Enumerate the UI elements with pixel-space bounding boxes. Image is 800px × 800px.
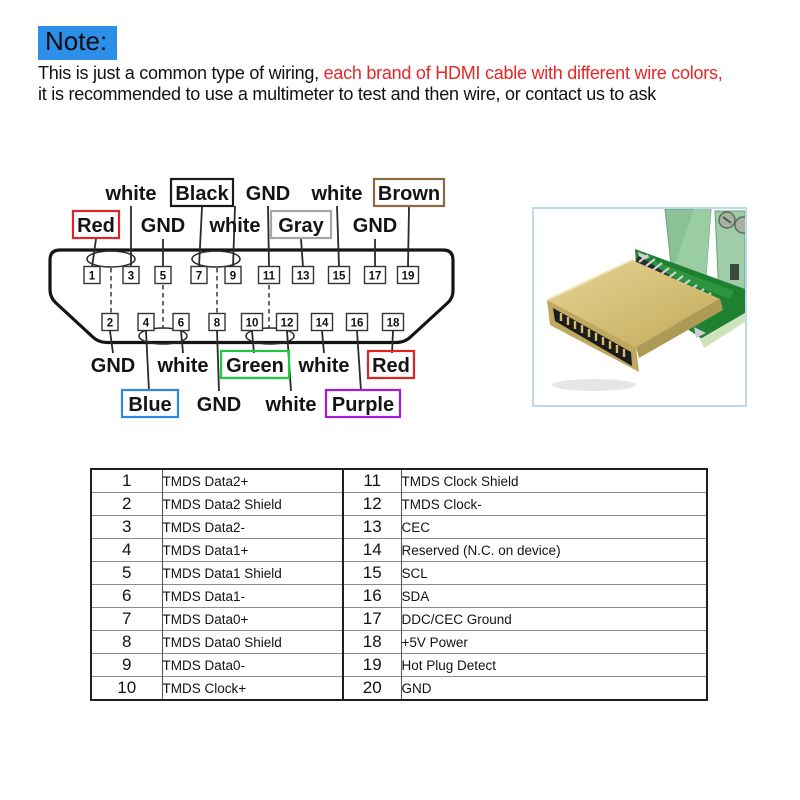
pin-number-cell: 16 bbox=[343, 585, 401, 608]
wire-label-pin11: GND bbox=[245, 183, 291, 205]
wire-label-pin1 bbox=[73, 211, 119, 238]
svg-text:8: 8 bbox=[213, 317, 221, 330]
wire-label-pin9: white bbox=[209, 215, 261, 237]
wire-label-pin16 bbox=[326, 390, 400, 417]
intro-line-1-highlight: each brand of HDMI cable with different wire colors, bbox=[323, 63, 723, 83]
pin-number-cell: 19 bbox=[343, 654, 401, 677]
pin-box-11 bbox=[259, 267, 280, 284]
svg-text:15: 15 bbox=[332, 270, 346, 283]
table-row bbox=[91, 677, 707, 701]
pin-number-cell: 6 bbox=[91, 585, 162, 608]
wire-line-pin19 bbox=[408, 207, 409, 267]
pin-function-table bbox=[90, 468, 708, 701]
pin-number-cell: 15 bbox=[343, 562, 401, 585]
svg-text:2: 2 bbox=[106, 317, 114, 330]
wire-label-pin4 bbox=[122, 390, 178, 417]
pin-desc-cell: CEC bbox=[401, 516, 707, 539]
pin-box-5 bbox=[155, 267, 171, 284]
pin-number-cell: 4 bbox=[91, 539, 162, 562]
table-row bbox=[91, 516, 707, 539]
svg-text:18: 18 bbox=[386, 317, 400, 330]
pin-number-cell: 1 bbox=[122, 471, 132, 490]
wire-label-pin18 bbox=[368, 351, 414, 378]
hdmi-plug-photo bbox=[534, 209, 745, 405]
svg-text:Black: Black bbox=[175, 183, 229, 205]
pin-number-cell: 2 bbox=[91, 493, 162, 516]
pin-desc-cell: TMDS Data2+ bbox=[162, 469, 343, 493]
wire-label-pin12: white bbox=[265, 394, 317, 416]
pin-number-cell: 18 bbox=[343, 631, 401, 654]
hdmi-pinout-diagram bbox=[0, 160, 480, 440]
svg-text:11: 11 bbox=[262, 270, 276, 283]
pin-number-cell: 12 bbox=[343, 493, 401, 516]
pin-box-13 bbox=[293, 267, 314, 284]
wire-label-pin7 bbox=[171, 179, 233, 206]
pin-box-16 bbox=[347, 314, 368, 331]
svg-text:17: 17 bbox=[368, 270, 382, 283]
svg-text:13: 13 bbox=[296, 270, 310, 283]
intro-line-1-black: This is just a common type of wiring, bbox=[38, 63, 324, 83]
svg-text:19: 19 bbox=[401, 270, 415, 283]
wire-label-pin6: white bbox=[157, 355, 209, 377]
intro-line-2: it is recommended to use a multimeter to test and then wire, or contact us to ask bbox=[38, 84, 657, 104]
pin-desc-cell: Hot Plug Detect bbox=[401, 654, 707, 677]
svg-text:Blue: Blue bbox=[128, 394, 172, 416]
pin-desc-cell: SCL bbox=[401, 562, 707, 585]
wire-label-pin3: white bbox=[105, 183, 157, 205]
wire-line-pin18 bbox=[392, 331, 393, 353]
svg-text:6: 6 bbox=[177, 317, 185, 330]
intro-line-1 bbox=[38, 63, 722, 84]
svg-text:5: 5 bbox=[159, 270, 167, 283]
pin-number-cell: 13 bbox=[343, 516, 401, 539]
pin-box-10 bbox=[242, 314, 263, 331]
pin-number-cell: 3 bbox=[91, 516, 162, 539]
svg-text:9: 9 bbox=[229, 270, 237, 283]
pin-desc-cell: TMDS Data2 Shield bbox=[162, 493, 343, 516]
pin-desc-cell: TMDS Clock Shield bbox=[401, 469, 707, 493]
pin-box-3 bbox=[123, 267, 139, 284]
pin-box-17 bbox=[365, 267, 386, 284]
pin-box-19 bbox=[398, 267, 419, 284]
svg-text:3: 3 bbox=[127, 270, 135, 283]
pin-box-4 bbox=[138, 314, 154, 331]
pin-desc-cell: TMDS Data2- bbox=[162, 516, 343, 539]
wire-label-pin13 bbox=[271, 211, 331, 238]
wire-label-pin17: GND bbox=[352, 215, 398, 237]
svg-text:12: 12 bbox=[280, 317, 294, 330]
svg-text:Green: Green bbox=[226, 355, 284, 377]
pin-box-7 bbox=[191, 267, 207, 284]
pin-desc-cell: TMDS Data0+ bbox=[162, 608, 343, 631]
table-row bbox=[91, 469, 707, 493]
pin-desc-cell: TMDS Data1 Shield bbox=[162, 562, 343, 585]
pin-desc-cell: +5V Power bbox=[401, 631, 707, 654]
pin-box-15 bbox=[329, 267, 350, 284]
table-row bbox=[91, 654, 707, 677]
svg-text:10: 10 bbox=[245, 317, 259, 330]
pin-desc-cell: TMDS Data1- bbox=[162, 585, 343, 608]
pin-desc-cell: Reserved (N.C. on device) bbox=[401, 539, 707, 562]
table-row bbox=[91, 585, 707, 608]
svg-text:7: 7 bbox=[195, 270, 203, 283]
pin-number-cell: 10 bbox=[91, 677, 162, 701]
pin-number-cell: 11 bbox=[343, 469, 401, 493]
pin-box-2 bbox=[102, 314, 118, 331]
pin-desc-cell: TMDS Data1+ bbox=[162, 539, 343, 562]
wire-label-pin10 bbox=[221, 351, 289, 378]
pin-desc-cell: TMDS Clock- bbox=[401, 493, 707, 516]
svg-text:14: 14 bbox=[315, 317, 329, 330]
pin-desc-cell: TMDS Data0- bbox=[162, 654, 343, 677]
svg-text:1: 1 bbox=[88, 270, 96, 283]
pin-box-8 bbox=[209, 314, 225, 331]
pin-number-cell: 17 bbox=[343, 608, 401, 631]
intro-text bbox=[38, 63, 722, 105]
wire-label-pin8: GND bbox=[196, 394, 242, 416]
pin-desc-cell: SDA bbox=[401, 585, 707, 608]
pin-desc-cell: DDC/CEC Ground bbox=[401, 608, 707, 631]
pin-number-cell: 9 bbox=[91, 654, 162, 677]
table-row bbox=[91, 539, 707, 562]
pin-box-14 bbox=[312, 314, 333, 331]
table-row bbox=[91, 562, 707, 585]
pin-number-cell: 7 bbox=[91, 608, 162, 631]
hdmi-plug-photo-frame bbox=[532, 207, 747, 407]
svg-text:4: 4 bbox=[142, 317, 150, 330]
svg-text:Red: Red bbox=[77, 215, 115, 237]
svg-text:Brown: Brown bbox=[377, 183, 441, 205]
pin-box-1 bbox=[84, 267, 100, 284]
pin-box-6 bbox=[173, 314, 189, 331]
wire-label-pin19 bbox=[374, 179, 444, 206]
wire-label-pin14: white bbox=[298, 355, 350, 377]
wire-label-pin5: GND bbox=[140, 215, 186, 237]
pin-box-9 bbox=[225, 267, 241, 284]
wire-label-pin15: white bbox=[311, 183, 363, 205]
photo-shadow bbox=[552, 379, 636, 391]
pin-box-12 bbox=[277, 314, 298, 331]
svg-text:Purple: Purple bbox=[331, 394, 395, 416]
table-row bbox=[91, 608, 707, 631]
wire-label-pin2: GND bbox=[90, 355, 136, 377]
wire-line-pin11 bbox=[268, 206, 269, 267]
svg-text:Gray: Gray bbox=[278, 215, 324, 237]
pin-desc-cell: TMDS Clock+ bbox=[162, 677, 343, 701]
pin-number-cell: 20 bbox=[343, 677, 401, 701]
pin-box-18 bbox=[383, 314, 404, 331]
svg-text:Red: Red bbox=[372, 355, 410, 377]
svg-text:16: 16 bbox=[350, 317, 364, 330]
pin-desc-cell: GND bbox=[401, 677, 707, 701]
pin-number-cell: 8 bbox=[91, 631, 162, 654]
table-row bbox=[91, 631, 707, 654]
pin-desc-cell: TMDS Data0 Shield bbox=[162, 631, 343, 654]
pin-number-cell: 14 bbox=[343, 539, 401, 562]
note-badge: Note: bbox=[38, 26, 117, 60]
table-row bbox=[91, 493, 707, 516]
pin-number-cell: 5 bbox=[91, 562, 162, 585]
